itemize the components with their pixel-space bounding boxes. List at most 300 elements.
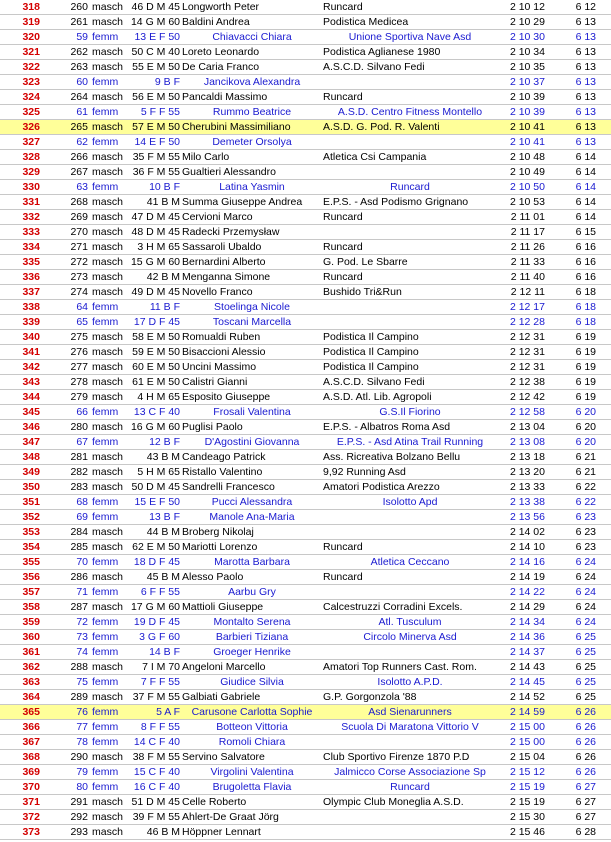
time-cell: 2 14 29 bbox=[509, 601, 545, 613]
time-cell: 2 11 40 bbox=[510, 271, 545, 283]
time-cell: 2 12 31 bbox=[509, 331, 545, 343]
category-cell: 56 E M 50 bbox=[132, 91, 180, 103]
position-cell: 345 bbox=[22, 406, 40, 418]
position-cell: 364 bbox=[22, 691, 40, 703]
position-cell: 368 bbox=[22, 751, 40, 763]
table-row bbox=[0, 450, 611, 465]
club-cell: Runcard bbox=[390, 781, 430, 793]
athlete-name-cell: Radecki Przemysław bbox=[182, 226, 280, 238]
pace-cell: 6 25 bbox=[575, 646, 596, 658]
athlete-name-cell: Marotta Barbara bbox=[214, 556, 290, 568]
pace-cell: 6 22 bbox=[575, 496, 596, 508]
gender-cell: masch bbox=[92, 601, 123, 613]
table-row bbox=[0, 495, 611, 510]
time-cell: 2 14 02 bbox=[509, 526, 545, 538]
gender-cell: masch bbox=[92, 196, 123, 208]
bib-number-cell: 70 bbox=[76, 556, 88, 568]
table-row bbox=[0, 465, 611, 480]
club-cell: 9,92 Running Asd bbox=[323, 466, 406, 478]
athlete-name-cell: De Caria Franco bbox=[182, 61, 260, 73]
table-row bbox=[0, 750, 611, 765]
bib-number-cell: 288 bbox=[70, 661, 88, 673]
gender-cell: masch bbox=[92, 466, 123, 478]
position-cell: 342 bbox=[22, 361, 40, 373]
athlete-name-cell: Groeger Henrike bbox=[213, 646, 291, 658]
time-cell: 2 15 00 bbox=[509, 736, 545, 748]
category-cell: 13 C F 40 bbox=[133, 406, 180, 418]
pace-cell: 6 18 bbox=[575, 316, 596, 328]
club-cell: G.P. Gorgonzola '88 bbox=[323, 691, 417, 703]
time-cell: 2 14 16 bbox=[509, 556, 545, 568]
table-row bbox=[0, 525, 611, 540]
gender-cell: femm bbox=[92, 136, 119, 148]
pace-cell: 6 13 bbox=[575, 106, 596, 118]
bib-number-cell: 62 bbox=[76, 136, 88, 148]
position-cell: 358 bbox=[22, 601, 40, 613]
category-cell: 61 E M 50 bbox=[132, 376, 180, 388]
pace-cell: 6 20 bbox=[575, 406, 596, 418]
pace-cell: 6 21 bbox=[575, 451, 596, 463]
club-cell: Atletica Ceccano bbox=[370, 556, 450, 568]
table-row bbox=[0, 105, 611, 120]
pace-cell: 6 14 bbox=[575, 211, 596, 223]
position-cell: 329 bbox=[22, 166, 40, 178]
bib-number-cell: 262 bbox=[70, 46, 88, 58]
pace-cell: 6 16 bbox=[575, 241, 596, 253]
bib-number-cell: 282 bbox=[70, 466, 88, 478]
bib-number-cell: 260 bbox=[70, 1, 88, 13]
club-cell: A.S.D. Centro Fitness Montello bbox=[337, 106, 483, 118]
gender-cell: masch bbox=[92, 241, 123, 253]
athlete-name-cell: Höppner Lennart bbox=[182, 826, 261, 838]
pace-cell: 6 24 bbox=[575, 556, 596, 568]
pace-cell: 6 23 bbox=[575, 526, 596, 538]
bib-number-cell: 63 bbox=[76, 181, 88, 193]
time-cell: 2 13 38 bbox=[509, 496, 545, 508]
bib-number-cell: 75 bbox=[76, 676, 88, 688]
bib-number-cell: 273 bbox=[70, 271, 88, 283]
table-row bbox=[0, 645, 611, 660]
category-cell: 14 E F 50 bbox=[134, 136, 180, 148]
club-cell: E.P.S. - Asd Podismo Grignano bbox=[323, 196, 469, 208]
athlete-name-cell: Ristallo Valentino bbox=[182, 466, 263, 478]
category-cell: 8 F F 55 bbox=[140, 721, 180, 733]
pace-cell: 6 27 bbox=[575, 796, 596, 808]
athlete-name-cell: Jancikova Alexandra bbox=[203, 76, 301, 88]
category-cell: 57 E M 50 bbox=[132, 121, 180, 133]
table-row bbox=[0, 165, 611, 180]
position-cell: 367 bbox=[22, 736, 40, 748]
category-cell: 17 G M 60 bbox=[130, 601, 180, 613]
bib-number-cell: 77 bbox=[76, 721, 88, 733]
time-cell: 2 14 34 bbox=[509, 616, 545, 628]
athlete-name-cell: Angeloni Marcello bbox=[182, 661, 266, 673]
gender-cell: masch bbox=[92, 226, 123, 238]
time-cell: 2 14 45 bbox=[509, 676, 545, 688]
time-cell: 2 14 37 bbox=[509, 646, 545, 658]
pace-cell: 6 13 bbox=[575, 46, 596, 58]
category-cell: 44 B M bbox=[146, 526, 180, 538]
category-cell: 16 C F 40 bbox=[133, 781, 180, 793]
athlete-name-cell: Broberg Nikolaj bbox=[182, 526, 254, 538]
club-cell: Podistica Il Campino bbox=[323, 331, 419, 343]
pace-cell: 6 16 bbox=[575, 271, 596, 283]
category-cell: 46 D M 45 bbox=[131, 1, 180, 13]
category-cell: 4 H M 65 bbox=[137, 391, 180, 403]
table-row bbox=[0, 150, 611, 165]
position-cell: 357 bbox=[22, 586, 40, 598]
table-row bbox=[0, 180, 611, 195]
athlete-name-cell: Carusone Carlotta Sophie bbox=[191, 706, 313, 718]
gender-cell: masch bbox=[92, 376, 123, 388]
athlete-name-cell: Milo Carlo bbox=[182, 151, 230, 163]
club-cell: Ass. Ricreativa Bolzano Bellu bbox=[323, 451, 461, 463]
table-row bbox=[0, 405, 611, 420]
time-cell: 2 14 19 bbox=[509, 571, 545, 583]
athlete-name-cell: Cervioni Marco bbox=[182, 211, 253, 223]
time-cell: 2 10 37 bbox=[509, 76, 545, 88]
category-cell: 18 D F 45 bbox=[133, 556, 180, 568]
time-cell: 2 13 18 bbox=[509, 451, 545, 463]
category-cell: 41 B M bbox=[146, 196, 180, 208]
position-cell: 339 bbox=[22, 316, 40, 328]
table-row bbox=[0, 570, 611, 585]
athlete-name-cell: Bisaccioni Alessio bbox=[182, 346, 266, 358]
position-cell: 347 bbox=[22, 436, 40, 448]
pace-cell: 6 13 bbox=[575, 31, 596, 43]
table-row bbox=[0, 330, 611, 345]
gender-cell: femm bbox=[92, 496, 119, 508]
gender-cell: masch bbox=[92, 526, 123, 538]
position-cell: 373 bbox=[22, 826, 40, 838]
bib-number-cell: 286 bbox=[70, 571, 88, 583]
bib-number-cell: 268 bbox=[70, 196, 88, 208]
pace-cell: 6 26 bbox=[575, 766, 596, 778]
category-cell: 15 G M 60 bbox=[130, 256, 180, 268]
time-cell: 2 10 29 bbox=[509, 16, 545, 28]
athlete-name-cell: Chiavacci Chiara bbox=[212, 31, 292, 43]
table-row bbox=[0, 135, 611, 150]
athlete-name-cell: Romoli Chiara bbox=[218, 736, 286, 748]
pace-cell: 6 24 bbox=[575, 616, 596, 628]
table-row bbox=[0, 285, 611, 300]
time-cell: 2 10 34 bbox=[509, 46, 545, 58]
club-cell: G. Pod. Le Sbarre bbox=[323, 256, 408, 268]
position-cell: 369 bbox=[22, 766, 40, 778]
pace-cell: 6 15 bbox=[575, 226, 596, 238]
category-cell: 5 A F bbox=[156, 706, 180, 718]
position-cell: 371 bbox=[22, 796, 40, 808]
athlete-name-cell: Latina Yasmin bbox=[219, 181, 285, 193]
gender-cell: masch bbox=[92, 826, 123, 838]
bib-number-cell: 267 bbox=[70, 166, 88, 178]
pace-cell: 6 14 bbox=[575, 196, 596, 208]
position-cell: 362 bbox=[22, 661, 40, 673]
athlete-name-cell: Esposito Giuseppe bbox=[182, 391, 271, 403]
pace-cell: 6 13 bbox=[575, 136, 596, 148]
club-cell: Atl. Tusculum bbox=[378, 616, 442, 628]
table-row bbox=[0, 720, 611, 735]
club-cell: Amatori Podistica Arezzo bbox=[323, 481, 440, 493]
bib-number-cell: 284 bbox=[70, 526, 88, 538]
category-cell: 36 F M 55 bbox=[132, 166, 180, 178]
time-cell: 2 15 19 bbox=[509, 796, 545, 808]
athlete-name-cell: Botteon Vittoria bbox=[216, 721, 288, 733]
table-row bbox=[0, 675, 611, 690]
time-cell: 2 12 28 bbox=[509, 316, 545, 328]
table-row bbox=[0, 90, 611, 105]
club-cell: Isolotto Apd bbox=[382, 496, 438, 508]
table-row bbox=[0, 120, 611, 135]
gender-cell: femm bbox=[92, 736, 119, 748]
pace-cell: 6 22 bbox=[575, 481, 596, 493]
table-row bbox=[0, 240, 611, 255]
pace-cell: 6 20 bbox=[575, 436, 596, 448]
category-cell: 13 B F bbox=[149, 511, 180, 523]
athlete-name-cell: Aarbu Gry bbox=[228, 586, 276, 598]
bib-number-cell: 269 bbox=[70, 211, 88, 223]
gender-cell: masch bbox=[92, 211, 123, 223]
gender-cell: masch bbox=[92, 691, 123, 703]
athlete-name-cell: Toscani Marcella bbox=[212, 316, 292, 328]
category-cell: 39 F M 55 bbox=[132, 811, 180, 823]
position-cell: 337 bbox=[22, 286, 40, 298]
time-cell: 2 10 48 bbox=[509, 151, 545, 163]
club-cell: A.S.C.D. Silvano Fedi bbox=[323, 61, 425, 73]
time-cell: 2 10 53 bbox=[509, 196, 545, 208]
position-cell: 328 bbox=[22, 151, 40, 163]
pace-cell: 6 16 bbox=[575, 256, 596, 268]
position-cell: 331 bbox=[22, 196, 40, 208]
athlete-name-cell: Celle Roberto bbox=[182, 796, 247, 808]
category-cell: 19 D F 45 bbox=[133, 616, 180, 628]
position-cell: 341 bbox=[22, 346, 40, 358]
gender-cell: masch bbox=[92, 361, 123, 373]
bib-number-cell: 293 bbox=[70, 826, 88, 838]
gender-cell: masch bbox=[92, 751, 123, 763]
position-cell: 323 bbox=[22, 76, 40, 88]
gender-cell: masch bbox=[92, 421, 123, 433]
category-cell: 3 H M 65 bbox=[137, 241, 180, 253]
position-cell: 318 bbox=[22, 1, 40, 13]
pace-cell: 6 23 bbox=[575, 511, 596, 523]
bib-number-cell: 290 bbox=[70, 751, 88, 763]
bib-number-cell: 68 bbox=[76, 496, 88, 508]
gender-cell: femm bbox=[92, 676, 119, 688]
category-cell: 14 B F bbox=[149, 646, 180, 658]
category-cell: 14 C F 40 bbox=[133, 736, 180, 748]
bib-number-cell: 280 bbox=[70, 421, 88, 433]
athlete-name-cell: Bernardini Alberto bbox=[182, 256, 266, 268]
gender-cell: femm bbox=[92, 301, 119, 313]
time-cell: 2 14 52 bbox=[509, 691, 545, 703]
athlete-name-cell: Sandrelli Francesco bbox=[182, 481, 275, 493]
table-row bbox=[0, 375, 611, 390]
table-row bbox=[0, 45, 611, 60]
pace-cell: 6 14 bbox=[575, 166, 596, 178]
athlete-name-cell: Pancaldi Massimo bbox=[182, 91, 268, 103]
club-cell: Jalmicco Corse Associazione Sp bbox=[334, 766, 486, 778]
category-cell: 7 I M 70 bbox=[142, 661, 180, 673]
position-cell: 343 bbox=[22, 376, 40, 388]
pace-cell: 6 20 bbox=[575, 421, 596, 433]
position-cell: 346 bbox=[22, 421, 40, 433]
gender-cell: masch bbox=[92, 166, 123, 178]
bib-number-cell: 73 bbox=[76, 631, 88, 643]
category-cell: 60 E M 50 bbox=[132, 361, 180, 373]
time-cell: 2 11 17 bbox=[510, 226, 545, 238]
gender-cell: femm bbox=[92, 436, 119, 448]
pace-cell: 6 25 bbox=[575, 661, 596, 673]
bib-number-cell: 76 bbox=[76, 706, 88, 718]
pace-cell: 6 27 bbox=[575, 781, 596, 793]
time-cell: 2 15 04 bbox=[509, 751, 545, 763]
athlete-name-cell: Gualtieri Alessandro bbox=[182, 166, 276, 178]
category-cell: 42 B M bbox=[146, 271, 180, 283]
gender-cell: masch bbox=[92, 46, 123, 58]
athlete-name-cell: Galbiati Gabriele bbox=[182, 691, 261, 703]
bib-number-cell: 281 bbox=[70, 451, 88, 463]
athlete-name-cell: Servino Salvatore bbox=[182, 751, 265, 763]
athlete-name-cell: Frosali Valentina bbox=[213, 406, 291, 418]
category-cell: 50 D M 45 bbox=[131, 481, 180, 493]
gender-cell: masch bbox=[92, 346, 123, 358]
pace-cell: 6 19 bbox=[575, 376, 596, 388]
athlete-name-cell: Menganna Simone bbox=[182, 271, 271, 283]
pace-cell: 6 26 bbox=[575, 721, 596, 733]
club-cell: Isolotto A.P.D. bbox=[377, 676, 443, 688]
time-cell: 2 12 31 bbox=[509, 346, 545, 358]
athlete-name-cell: Puglisi Paolo bbox=[182, 421, 243, 433]
club-cell: G.S.Il Fiorino bbox=[379, 406, 441, 418]
position-cell: 348 bbox=[22, 451, 40, 463]
gender-cell: masch bbox=[92, 331, 123, 343]
category-cell: 13 E F 50 bbox=[134, 31, 180, 43]
bib-number-cell: 71 bbox=[76, 586, 88, 598]
position-cell: 355 bbox=[22, 556, 40, 568]
gender-cell: masch bbox=[92, 811, 123, 823]
time-cell: 2 13 56 bbox=[509, 511, 545, 523]
pace-cell: 6 18 bbox=[575, 286, 596, 298]
category-cell: 49 D M 45 bbox=[131, 286, 180, 298]
position-cell: 363 bbox=[22, 676, 40, 688]
category-cell: 46 B M bbox=[146, 826, 180, 838]
gender-cell: femm bbox=[92, 616, 119, 628]
pace-cell: 6 24 bbox=[575, 571, 596, 583]
position-cell: 351 bbox=[22, 496, 40, 508]
time-cell: 2 12 38 bbox=[509, 376, 545, 388]
club-cell: Runcard bbox=[323, 571, 363, 583]
table-row bbox=[0, 420, 611, 435]
category-cell: 45 B M bbox=[146, 571, 180, 583]
time-cell: 2 11 33 bbox=[510, 256, 545, 268]
club-cell: E.P.S. - Asd Atina Trail Running bbox=[336, 436, 484, 448]
athlete-name-cell: Brugoletta Flavia bbox=[212, 781, 292, 793]
gender-cell: femm bbox=[92, 631, 119, 643]
gender-cell: femm bbox=[92, 556, 119, 568]
table-row bbox=[0, 795, 611, 810]
pace-cell: 6 19 bbox=[575, 361, 596, 373]
table-row bbox=[0, 615, 611, 630]
club-cell: Circolo Minerva Asd bbox=[363, 631, 457, 643]
pace-cell: 6 14 bbox=[575, 151, 596, 163]
pace-cell: 6 24 bbox=[575, 586, 596, 598]
category-cell: 14 G M 60 bbox=[130, 16, 180, 28]
time-cell: 2 10 50 bbox=[509, 181, 545, 193]
table-row bbox=[0, 195, 611, 210]
gender-cell: masch bbox=[92, 1, 123, 13]
bib-number-cell: 283 bbox=[70, 481, 88, 493]
table-row bbox=[0, 555, 611, 570]
table-row bbox=[0, 435, 611, 450]
category-cell: 15 E F 50 bbox=[134, 496, 180, 508]
table-row bbox=[0, 345, 611, 360]
pace-cell: 6 13 bbox=[575, 76, 596, 88]
pace-cell: 6 19 bbox=[575, 346, 596, 358]
time-cell: 2 12 58 bbox=[509, 406, 545, 418]
bib-number-cell: 67 bbox=[76, 436, 88, 448]
table-row bbox=[0, 0, 611, 15]
time-cell: 2 15 46 bbox=[509, 826, 545, 838]
pace-cell: 6 23 bbox=[575, 541, 596, 553]
athlete-name-cell: Giudice Silvia bbox=[220, 676, 284, 688]
table-row bbox=[0, 825, 611, 840]
bib-number-cell: 276 bbox=[70, 346, 88, 358]
category-cell: 48 D M 45 bbox=[131, 226, 180, 238]
category-cell: 50 C M 40 bbox=[131, 46, 180, 58]
position-cell: 335 bbox=[22, 256, 40, 268]
position-cell: 370 bbox=[22, 781, 40, 793]
position-cell: 325 bbox=[22, 106, 40, 118]
position-cell: 365 bbox=[22, 706, 40, 718]
time-cell: 2 12 42 bbox=[509, 391, 545, 403]
table-row bbox=[0, 75, 611, 90]
table-row bbox=[0, 660, 611, 675]
gender-cell: masch bbox=[92, 271, 123, 283]
category-cell: 6 F F 55 bbox=[140, 586, 180, 598]
club-cell: Scuola Di Maratona Vittorio V bbox=[341, 721, 479, 733]
table-row bbox=[0, 540, 611, 555]
category-cell: 7 F F 55 bbox=[140, 676, 180, 688]
pace-cell: 6 21 bbox=[575, 466, 596, 478]
table-row bbox=[0, 390, 611, 405]
club-cell: Podistica Aglianese 1980 bbox=[323, 46, 441, 58]
athlete-name-cell: Candeago Patrick bbox=[182, 451, 266, 463]
bib-number-cell: 291 bbox=[70, 796, 88, 808]
table-row bbox=[0, 225, 611, 240]
bib-number-cell: 275 bbox=[70, 331, 88, 343]
bib-number-cell: 61 bbox=[76, 106, 88, 118]
gender-cell: femm bbox=[92, 586, 119, 598]
position-cell: 349 bbox=[22, 466, 40, 478]
gender-cell: masch bbox=[92, 481, 123, 493]
table-row bbox=[0, 630, 611, 645]
position-cell: 322 bbox=[22, 61, 40, 73]
category-cell: 5 F F 55 bbox=[140, 106, 180, 118]
position-cell: 330 bbox=[22, 181, 40, 193]
club-cell: A.S.D. G. Pod. R. Valenti bbox=[323, 121, 440, 133]
gender-cell: femm bbox=[92, 721, 119, 733]
club-cell: Calcestruzzi Corradini Excels. bbox=[323, 601, 463, 613]
gender-cell: femm bbox=[92, 511, 119, 523]
table-row bbox=[0, 300, 611, 315]
pace-cell: 6 25 bbox=[575, 631, 596, 643]
bib-number-cell: 65 bbox=[76, 316, 88, 328]
bib-number-cell: 64 bbox=[76, 301, 88, 313]
athlete-name-cell: Stoelinga Nicole bbox=[214, 301, 290, 313]
category-cell: 9 B F bbox=[154, 76, 180, 88]
time-cell: 2 10 12 bbox=[509, 1, 545, 13]
